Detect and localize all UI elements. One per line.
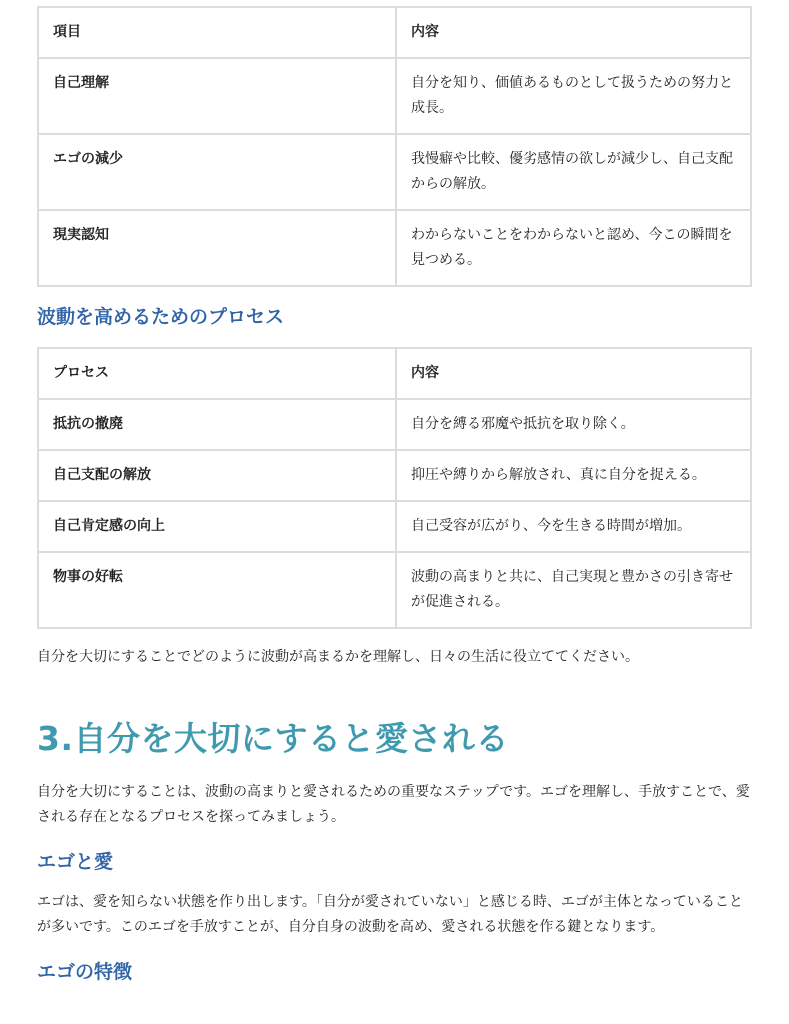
article-content: [37, 6, 752, 986]
section-intro-paragraph: 自分を大切にすることは、波動の高まりと愛されるための重要なステップです。エゴを理解し、手放すことで、愛される存在となるプロセスを探ってみましょう。: [37, 784, 750, 825]
table-cell-content: 波動の高まりと共に、自己実現と豊かさの引き寄せが促進される。: [396, 552, 751, 628]
table-header-cell: 項目: [38, 7, 396, 58]
table-cell-content: 自己受容が広がり、今を生きる時間が増加。: [396, 501, 751, 552]
table-cell-item: 抵抗の撤廃: [38, 399, 396, 450]
summary-paragraph: 自分を大切にすることでどのように波動が高まるかを理解し、日々の生活に役立ててください。: [37, 649, 639, 665]
table-row: [38, 210, 751, 286]
table-cell-item: 自己理解: [38, 58, 396, 134]
table-cell-item: 物事の好転: [38, 552, 396, 628]
table-cell-content: わからないことをわからないと認め、今この瞬間を見つめる。: [396, 210, 751, 286]
table-header-cell: 内容: [396, 348, 751, 399]
table-row: [38, 134, 751, 210]
ego-and-love-heading: エゴと愛: [37, 851, 114, 873]
table-cell-item: 自己支配の解放: [38, 450, 396, 501]
table-cell-content: 自分を縛る邪魔や抵抗を取り除く。: [396, 399, 751, 450]
table-header-row: [38, 7, 751, 58]
ego-and-love-paragraph: エゴは、愛を知らない状態を作り出します。「自分が愛されていない」と感じる時、エゴが主体となっていることが多いです。このエゴを手放すことが、自分自身の波動を高め、愛される状態を作る鍵となります。: [37, 894, 743, 935]
table-cell-content: 抑圧や縛りから解放され、真に自分を捉える。: [396, 450, 751, 501]
table-cell-item: 現実認知: [38, 210, 396, 286]
table-row: [38, 552, 751, 628]
section-heading: 3.自分を大切にすると愛される: [37, 719, 509, 758]
table-header-cell: プロセス: [38, 348, 396, 399]
table-header-cell: 内容: [396, 7, 751, 58]
table-row: [38, 58, 751, 134]
table-cell-item: エゴの減少: [38, 134, 396, 210]
table-cell-item: 自己肯定感の向上: [38, 501, 396, 552]
table-cell-content: 自分を知り、価値あるものとして扱うための努力と成長。: [396, 58, 751, 134]
self-care-table: [37, 6, 752, 287]
table-row: [38, 399, 751, 450]
table-row: [38, 501, 751, 552]
ego-traits-heading: エゴの特徴: [37, 961, 133, 983]
table-row: [38, 450, 751, 501]
process-table: [37, 347, 752, 629]
table-header-row: [38, 348, 751, 399]
process-heading: 波動を高めるためのプロセス: [37, 306, 285, 328]
table-cell-content: 我慢癖や比較、優劣感情の欲しが減少し、自己支配からの解放。: [396, 134, 751, 210]
